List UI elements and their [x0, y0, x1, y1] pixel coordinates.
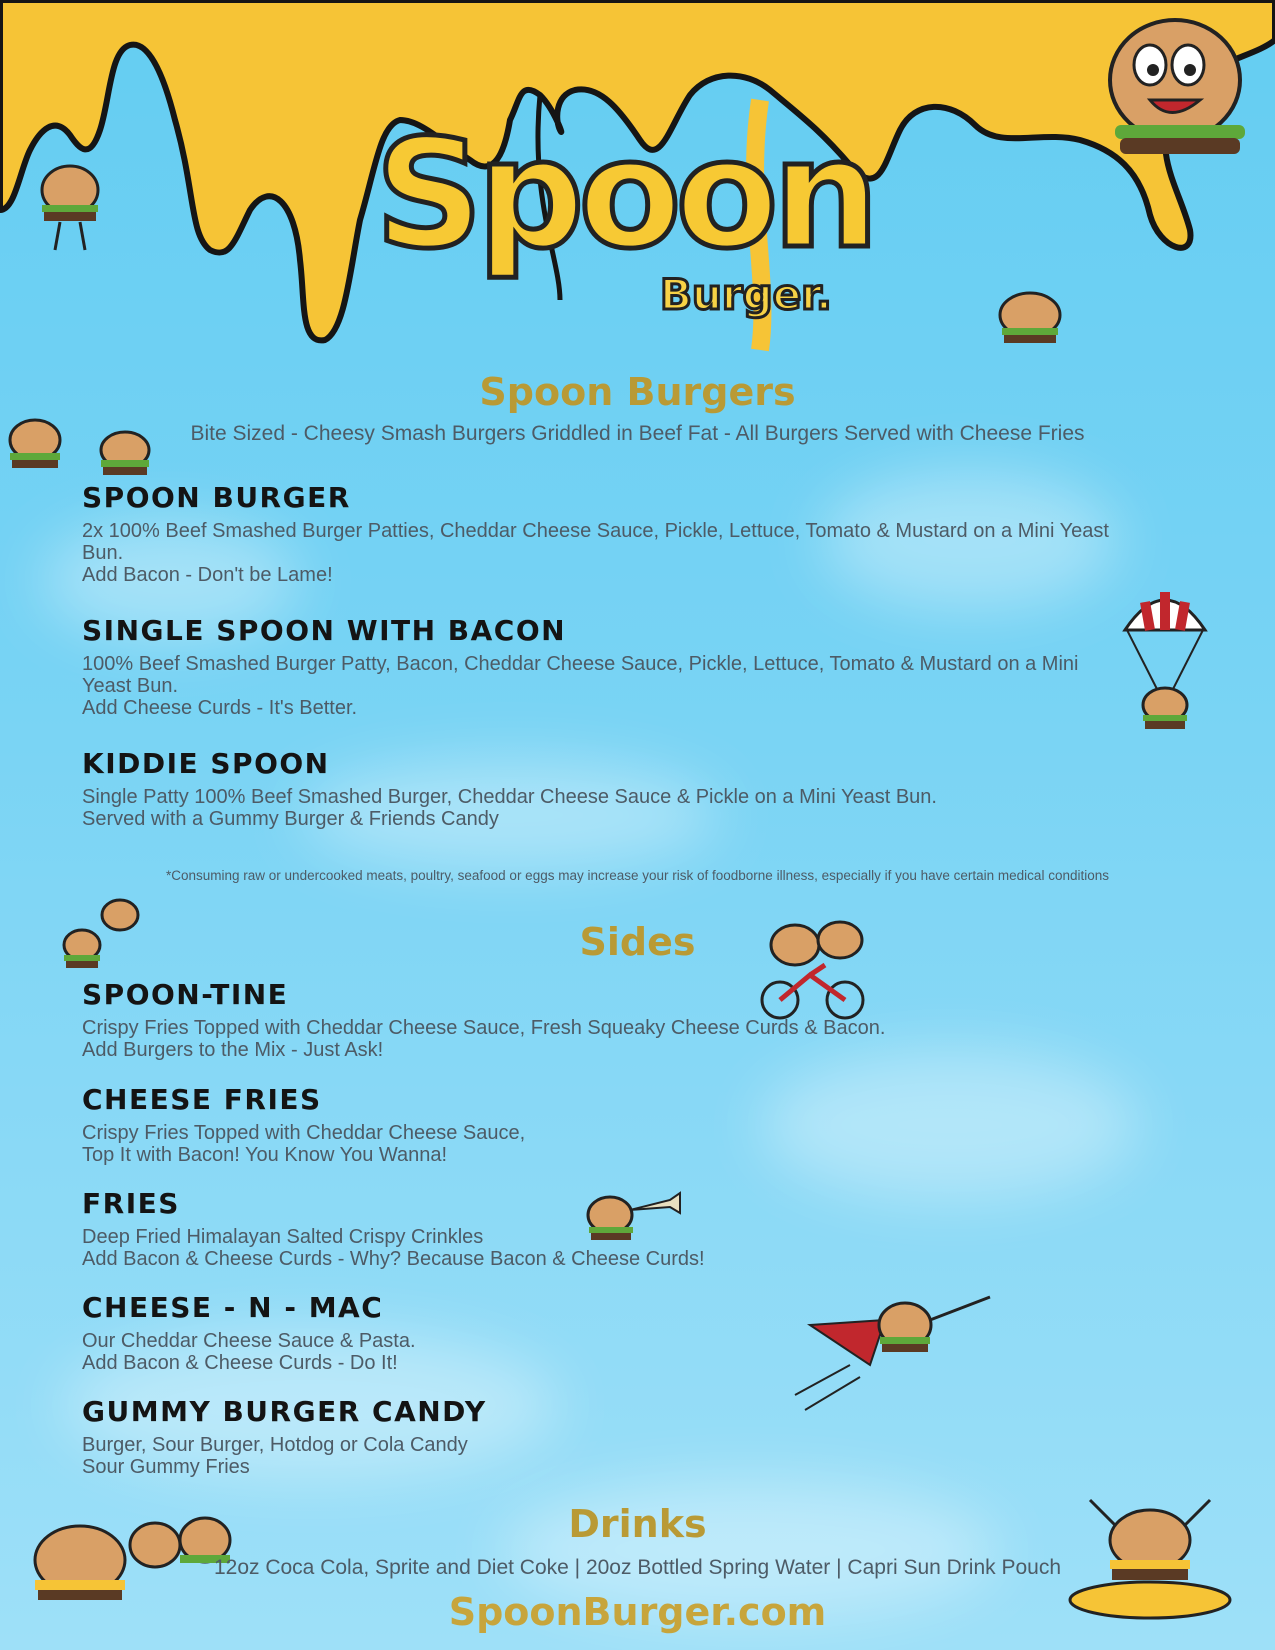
menu-item-name: SPOON-TINE [82, 978, 289, 1011]
menu-item-desc: Crispy Fries Topped with Cheddar Cheese Sauce, Fresh Squeaky Cheese Curds & Bacon. Add Burgers to the Mix - Just Ask! [82, 1016, 886, 1061]
burgers-subtitle: Bite Sized - Cheesy Smash Burgers Griddled in Beef Fat - All Burgers Served with Cheese Fries [190, 422, 1085, 445]
section-title-drinks: Drinks [568, 1502, 707, 1546]
disclaimer: *Consuming raw or undercooked meats, poultry, seafood or eggs may increase your risk of foodborne illness, especially if you have certain medical conditions [166, 868, 1109, 883]
menu-item-desc: 2x 100% Beef Smashed Burger Patties, Cheddar Cheese Sauce, Pickle, Lettuce, Tomato & Mustard on a Mini Yeast Bun. Add Bacon - Don't be Lame! [82, 519, 1109, 586]
menu-item [82, 1293, 1172, 1374]
logo-text: Spoon [375, 108, 874, 282]
website-link[interactable]: SpoonBurger.com [448, 1590, 827, 1634]
menu-item-desc: Deep Fried Himalayan Salted Crispy Crinkles Add Bacon & Cheese Curds - Why? Because Bacon & Cheese Curds! [82, 1225, 705, 1270]
menu-item [82, 749, 1172, 830]
menu-item [82, 616, 1172, 719]
menu-item-name: CHEESE - N - MAC [82, 1291, 384, 1324]
menu-item-desc: Burger, Sour Burger, Hotdog or Cola Candy Sour Gummy Fries [82, 1433, 468, 1478]
logo [375, 108, 874, 340]
section-title-sides: Sides [579, 920, 696, 964]
menu-item-desc: Our Cheddar Cheese Sauce & Pasta. Add Bacon & Cheese Curds - Do It! [82, 1329, 416, 1374]
menu-item-desc: Single Patty 100% Beef Smashed Burger, Cheddar Cheese Sauce & Pickle on a Mini Yeast Bun. Served with a Gummy Burger & Friends Candy [82, 785, 937, 830]
burger-mascot-icon [980, 280, 1080, 360]
menu-item [82, 980, 1172, 1061]
menu-item-name: SPOON BURGER [82, 481, 351, 514]
menu-item-desc: Crispy Fries Topped with Cheddar Cheese Sauce, Top It with Bacon! You Know You Wanna! [82, 1121, 526, 1166]
burger-mascot-icon [30, 150, 110, 260]
menu-item [82, 1085, 1172, 1166]
menu-item-name: SINGLE SPOON WITH BACON [82, 614, 567, 647]
menu-item-name: GUMMY BURGER CANDY [82, 1395, 487, 1428]
menu-item [82, 1397, 1172, 1478]
menu-item-name: CHEESE FRIES [82, 1083, 322, 1116]
menu-item-name: KIDDIE SPOON [82, 747, 330, 780]
menu-item [82, 483, 1172, 586]
menu-item [82, 1189, 1172, 1270]
drinks-list: 12oz Coca Cola, Sprite and Diet Coke | 20oz Bottled Spring Water | Capri Sun Drink Pouch [213, 1556, 1062, 1579]
menu-item-name: FRIES [82, 1187, 180, 1220]
section-title-burgers: Spoon Burgers [479, 370, 796, 414]
logo-subtext: Burger. [660, 270, 832, 319]
burger-mascot-icon [1100, 10, 1250, 170]
menu-item-desc: 100% Beef Smashed Burger Patty, Bacon, Cheddar Cheese Sauce, Pickle, Lettuce, Tomato & Mustard on a Mini Yeast Bun. Add Cheese Curds - It's Better. [82, 652, 1079, 719]
